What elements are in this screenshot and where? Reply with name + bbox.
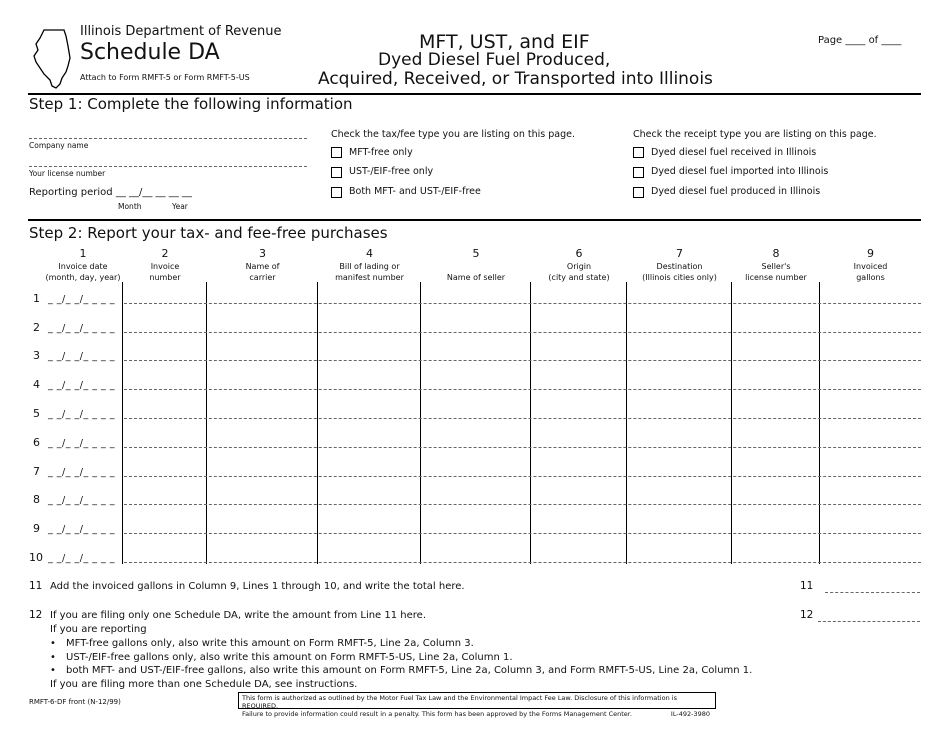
license-number-label: Your license number: [29, 169, 106, 178]
column-9-header: Invoiced gallons: [853, 262, 888, 282]
bullet-item: • UST-/EIF-free gallons only, also write this amount on Form RMFT-5-US, Line 2a, Column 1.: [50, 652, 513, 663]
column-9-number: 9: [867, 247, 874, 260]
row-number: 3: [33, 349, 40, 362]
agency-name: Illinois Department of Revenue: [80, 24, 282, 39]
if-reporting-text: If you are reporting: [50, 624, 147, 635]
page-number-field[interactable]: Page ____ of ____: [818, 35, 902, 46]
step-divider: [28, 219, 921, 221]
form-title-line2: Dyed Diesel Fuel Produced,: [378, 50, 611, 70]
company-name-label: Company name: [29, 141, 89, 150]
column-8-header: Seller's license number: [745, 262, 807, 282]
line-12-text: If you are filing only one Schedule DA, write the amount from Line 11 here.: [50, 610, 427, 621]
row-invoice-date-field[interactable]: _ _/_ _/_ _ _ _: [48, 553, 116, 564]
produced-checkbox[interactable]: [633, 187, 644, 198]
row-number: 1: [33, 292, 40, 305]
table-row[interactable]: [124, 389, 921, 390]
imported-label: Dyed diesel fuel imported into Illinois: [651, 166, 829, 177]
table-row[interactable]: [124, 562, 921, 563]
attach-note: Attach to Form RMFT-5 or Form RMFT-5-US: [80, 73, 250, 82]
row-invoice-date-field[interactable]: _ _/_ _/_ _ _ _: [48, 294, 116, 305]
row-number: 8: [33, 493, 40, 506]
column-8-number: 8: [772, 247, 780, 260]
column-divider: [626, 282, 627, 564]
step2-title: Step 2: Report your tax- and fee-free purchases: [29, 224, 388, 242]
column-divider: [819, 282, 820, 564]
row-number: 7: [33, 465, 40, 478]
column-6-number: 6: [575, 247, 583, 260]
notice-code: IL-492-3980: [670, 710, 710, 718]
year-label: Year: [172, 202, 188, 211]
table-row[interactable]: [124, 360, 921, 361]
row-number: 4: [33, 378, 40, 391]
mft-free-checkbox[interactable]: [331, 147, 342, 158]
table-row[interactable]: [124, 533, 921, 534]
table-row[interactable]: [124, 476, 921, 477]
table-row[interactable]: [124, 447, 921, 448]
row-invoice-date-field[interactable]: _ _/_ _/_ _ _ _: [48, 351, 116, 362]
row-invoice-date-field[interactable]: _ _/_ _/_ _ _ _: [48, 380, 116, 391]
row-number: 2: [33, 321, 40, 334]
produced-label: Dyed diesel fuel produced in Illinois: [651, 186, 821, 197]
line-11-number: 11: [29, 580, 43, 592]
month-label: Month: [118, 202, 142, 211]
column-7-header: Destination (Illinois cities only): [642, 262, 717, 282]
row-invoice-date-field[interactable]: _ _/_ _/_ _ _ _: [48, 495, 116, 506]
column-divider: [731, 282, 732, 564]
column-1-header: Invoice date (month, day, year): [45, 262, 121, 282]
line-11-right-number: 11: [800, 580, 814, 592]
disclosure-notice: [238, 692, 716, 718]
column-divider: [206, 282, 207, 564]
schedule-title: Schedule DA: [80, 40, 220, 65]
company-name-field[interactable]: [29, 138, 307, 139]
bullet-item: • both MFT- and UST-/EIF-free gallons, also write this amount on Form RMFT-5, Line 2a, Column 3, and Form RMFT-5-US, Line 2a, Column 1.: [50, 665, 753, 676]
line-11-text: Add the invoiced gallons in Column 9, Lines 1 through 10, and write the total here.: [50, 581, 465, 592]
table-row[interactable]: [124, 418, 921, 419]
line-11-total-field[interactable]: [825, 592, 920, 593]
row-invoice-date-field[interactable]: _ _/_ _/_ _ _ _: [48, 524, 116, 535]
ust-eif-free-label: UST-/EIF-free only: [349, 166, 434, 177]
bullet-item: • MFT-free gallons only, also write this amount on Form RMFT-5, Line 2a, Column 3.: [50, 638, 474, 649]
form-title-line3: Acquired, Received, or Transported into Illinois: [318, 69, 713, 89]
row-number: 9: [33, 522, 40, 535]
column-divider: [122, 282, 123, 564]
form-title-line1: MFT, UST, and EIF: [419, 31, 590, 53]
notice-line-1: This form is authorized as outlined by the Motor Fuel Tax Law and the Environmental Impact Fee Law. Disclosure of this information is REQUIRED.: [242, 694, 677, 710]
receipt-type-title: Check the receipt type you are listing on this page.: [633, 129, 877, 140]
license-number-field[interactable]: [29, 166, 307, 167]
illinois-state-outline-icon: [30, 28, 78, 90]
both-free-label: Both MFT- and UST-/EIF-free: [349, 186, 481, 197]
mft-free-label: MFT-free only: [349, 147, 413, 158]
table-row[interactable]: [124, 303, 921, 304]
column-5-header: Name of seller: [446, 273, 506, 282]
row-number: 5: [33, 407, 40, 420]
column-divider: [530, 282, 531, 564]
line-12-total-field[interactable]: [818, 621, 920, 622]
row-number: 10: [29, 551, 43, 564]
row-invoice-date-field[interactable]: _ _/_ _/_ _ _ _: [48, 438, 116, 449]
received-checkbox[interactable]: [633, 147, 644, 158]
row-number: 6: [33, 436, 40, 449]
line-12-right-number: 12: [800, 609, 814, 621]
line-12-number: 12: [29, 609, 43, 621]
column-2-number: 2: [161, 247, 169, 260]
more-than-one-text: If you are filing more than one Schedule DA, see instructions.: [50, 679, 358, 690]
ust-eif-free-checkbox[interactable]: [331, 167, 342, 178]
column-5-number: 5: [472, 247, 480, 260]
notice-line-2: Failure to provide information could result in a penalty. This form has been approved by the Forms Management Center. IL-492-3980: [242, 710, 710, 718]
received-label: Dyed diesel fuel received in Illinois: [651, 147, 817, 158]
tax-type-title: Check the tax/fee type you are listing on this page.: [331, 129, 575, 140]
row-invoice-date-field[interactable]: _ _/_ _/_ _ _ _: [48, 409, 116, 420]
column-4-header: Bill of lading or manifest number: [335, 262, 404, 282]
column-6-header: Origin (city and state): [548, 262, 610, 282]
column-2-header: Invoice number: [149, 262, 181, 282]
reporting-period-field[interactable]: Reporting period __ __/__ __ __ __: [29, 187, 192, 198]
both-free-checkbox[interactable]: [331, 187, 342, 198]
table-row[interactable]: [124, 332, 921, 333]
table-row[interactable]: [124, 504, 921, 505]
column-3-header: Name of carrier: [245, 262, 280, 282]
row-invoice-date-field[interactable]: _ _/_ _/_ _ _ _: [48, 467, 116, 478]
column-divider: [420, 282, 421, 564]
imported-checkbox[interactable]: [633, 167, 644, 178]
step1-title: Step 1: Complete the following information: [29, 95, 353, 113]
column-4-number: 4: [366, 247, 373, 260]
row-invoice-date-field[interactable]: _ _/_ _/_ _ _ _: [48, 323, 116, 334]
form-id: RMFT-6-DF front (N-12/99): [29, 698, 121, 706]
column-3-number: 3: [259, 247, 266, 260]
column-1-number: 1: [79, 247, 87, 260]
column-7-number: 7: [676, 247, 683, 260]
column-divider: [317, 282, 318, 564]
